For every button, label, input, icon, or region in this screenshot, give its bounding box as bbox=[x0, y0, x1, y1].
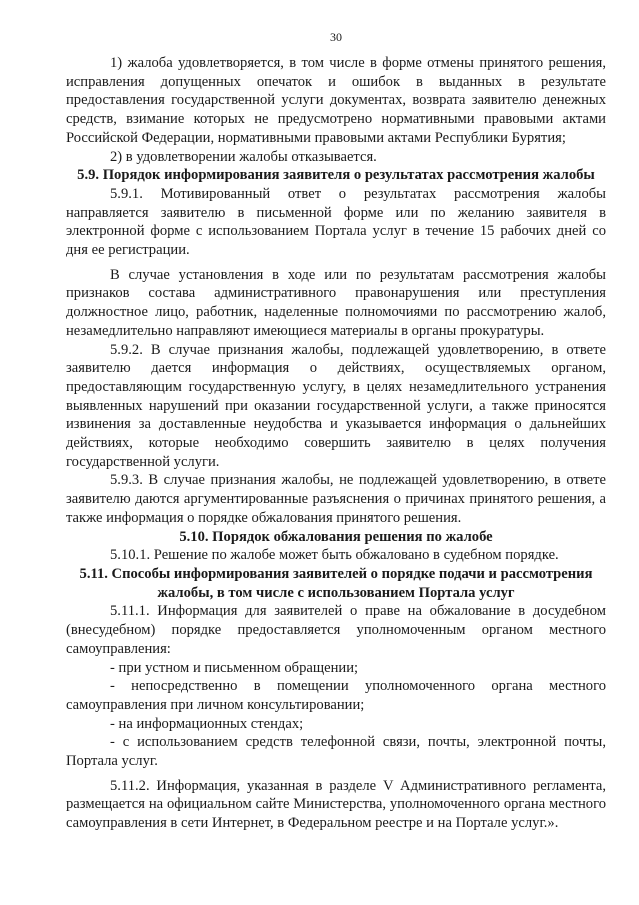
section-5-9-1-paragraph: 5.9.1. Мотивированный ответ о результатах рассмотрения жалобы направляется заявителю в письменной форме или по желанию заявителя в электронной форме с использованием Портала услуг в течение 15 рабочих дней со дня ее регистрации. bbox=[66, 185, 606, 259]
section-5-9-1-continuation: В случае установления в ходе или по результатам рассмотрения жалобы признаков состава административного правонарушения или преступления должностное лицо, работник, наделенные полномочиями по рассмотрению жалоб, незамедлительно направляют имеющиеся материалы в органы прокуратуры. bbox=[66, 266, 606, 339]
section-5-10-heading: 5.10. Порядок обжалования решения по жалобе bbox=[179, 528, 493, 545]
list-item: - при устном и письменном обращении; bbox=[110, 659, 359, 676]
section-5-11-2-paragraph: 5.11.2. Информация, указанная в разделе V Административного регламента, размещается на официальном сайте Министерства, уполномоченного органа местного самоуправления в сети Интернет, в Федеральном реестре и на Портале услуг.». bbox=[66, 777, 606, 832]
document-page bbox=[66, 30, 606, 833]
section-5-11-1-paragraph: 5.11.1. Информация для заявителей о праве на обжалование в досудебном (внесудебном) порядке предоставляется уполномоченным органом местного самоуправления: bbox=[66, 603, 606, 657]
list-item: - непосредственно в помещении уполномоченного органа местного самоуправления при личном консультировании; bbox=[66, 678, 606, 713]
list-item: - на информационных стендах; bbox=[110, 715, 304, 732]
section-5-9-3-paragraph: 5.9.3. В случае признания жалобы, не подлежащей удовлетворению, в ответе заявителю даются аргументированные разъяснения о причинах принятого решения, а также информация о порядке обжалования принятого решения. bbox=[66, 472, 606, 526]
section-5-11-heading: 5.11. Способы информирования заявителей о порядке подачи и рассмотрения жалобы, в том числе с использованием Портала услуг bbox=[79, 565, 593, 601]
section-5-9-2-paragraph: 5.9.2. В случае признания жалобы, подлежащей удовлетворению, в ответе заявителю дается информация о действиях, осуществляемых органом, предоставляющим государственную услугу, в целях незамедлительного устранения выявленных нарушений при оказании государственной услуги, а также приносятся извинения за доставленные неудобства и указывается информация о дальнейших действиях, которые необходимо совершить заявителю в целях получения государственной услуги. bbox=[66, 341, 606, 470]
list-item: - с использованием средств телефонной связи, почты, электронной почты, Портала услуг. bbox=[66, 734, 606, 770]
paragraph-item-1: 1) жалоба удовлетворяется, в том числе в форме отмены принятого решения, исправления допущенных опечаток и ошибок в выданных в результате предоставления государственной услуги документах, возврата заявителю денежных средств, взимание которых не предусмотрено нормативными правовыми актами Российской Федерации, нормативными правовыми актами Республики Бурятия; bbox=[66, 55, 606, 146]
paragraph-item-2: 2) в удовлетворении жалобы отказывается. bbox=[110, 148, 377, 165]
page-number: 30 bbox=[330, 30, 342, 44]
section-5-9-heading: 5.9. Порядок информирования заявителя о результатах рассмотрения жалобы bbox=[77, 167, 595, 184]
section-5-10-1-paragraph: 5.10.1. Решение по жалобе может быть обжаловано в судебном порядке. bbox=[110, 547, 559, 564]
